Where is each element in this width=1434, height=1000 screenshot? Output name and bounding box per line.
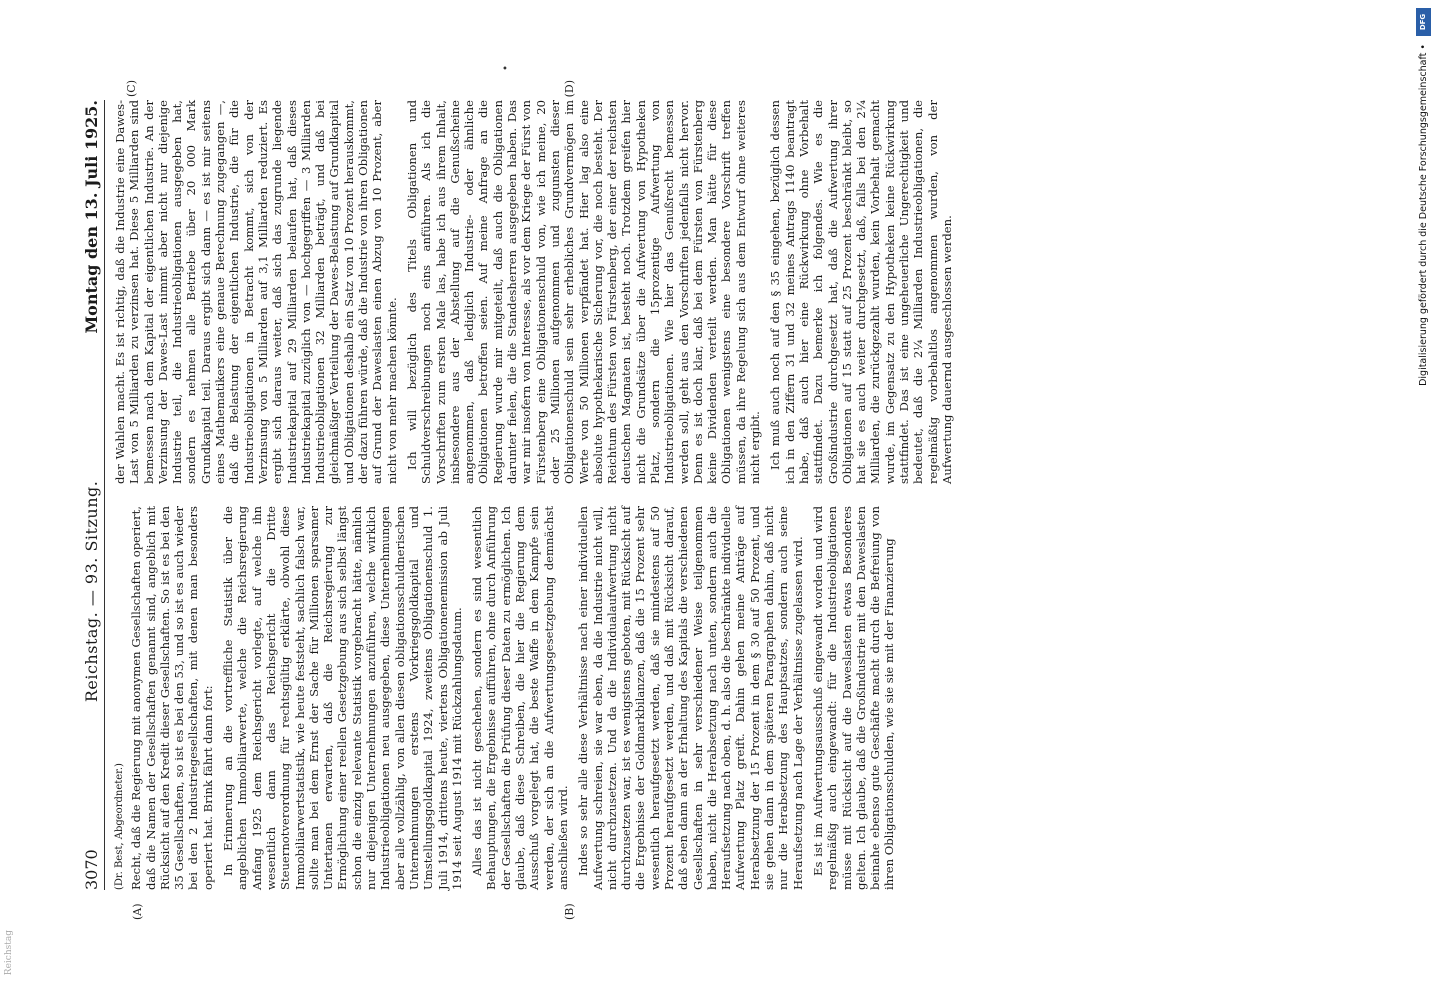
credit-text: Digitalisierung gefördert durch die Deutsche Forschungsgemeinschaft • xyxy=(1418,44,1429,386)
dfg-logo-text: DFG xyxy=(1419,13,1428,31)
margin-marker-c: (C) xyxy=(125,80,138,97)
speaker-note: (Dr. Best, Abgeordneter.) xyxy=(114,763,125,890)
text-columns xyxy=(113,80,960,920)
paragraph: Es ist im Aufwertungsausschuß eingewandt worden und wird regelmäßig auch eingewandt: für die Industrieobligationen müsse mit Rücksicht auf die Daweslasten etwas Besonderes gelten. Ich glaube, daß die Großindustrie mit den Daweslasten beinahe ebenso gute Geschäfte macht durch die Befreiung von ihren Obligationsschulden, wie sie sie mit der Finanzierung xyxy=(810,506,897,890)
paragraph: Ich muß auch noch auf den § 35 eingehen, bezüglich dessen ich in den Ziffern 31 und 32 meines Antrags 1140 beantragt habe, daß auch hier eine Rückwirkung ohne Vorbehalt stattfindet. Dazu bemerke ich folgendes. Wie es die Großindustrie durchgesetzt hat, daß die Aufwertung ihrer Obligationen auf 15 statt auf 25 Prozent beschränkt bleibt, so hat sie es auch weiter durchgesetzt, daß, falls bei den 2¼ Milliarden, die zurückgezahlt wurden, kein Vorbehalt gemacht wurde, im Gegensatz zu den Hypotheken keine Rückwirkung stattfindet. Das ist eine ungeheuerliche Ungerechtigkeit und bedeutet, daß die 2¼ Milliarden Industrieobligationen, die regelmäßig vorbehaltlos angenommen wurden, von der Aufwertung dauernd ausgeschlossen werden. xyxy=(768,100,954,484)
paragraph: Recht, daß die Regierung mit anonymen Gesellschaften operiert, daß die Namen der Gesellschaften genannt sind, angeblich mit Rücksicht auf den Kredit dieser Gesellschaften. So ist es bei den 35 Gesellschaften, so ist es bei den 53, und so ist es auch wieder bei den 2 Industriegesellschaften, mit denen man besonders operiert hat. Brink fährt dann fort: xyxy=(129,506,215,890)
header-rule xyxy=(104,100,105,890)
paragraph: Ich will bezüglich des Titels Obligationen und Schuldverschreibungen noch eins anführen. Als ich die Vorschriften zum ersten Male las, habe ich aus ihrem Inhalt, insbesondere aus der Abstellung auf die Genußscheine angenommen, daß lediglich Industrie- oder ähnliche Obligationen betroffen seien. Auf meine Anfrage an die Regierung wurde mir mitgeteilt, daß auch die Obligationen darunter fielen, die die Standesherren ausgegeben haben. Das war mir insofern von Interesse, als vor dem Kriege der Fürst von Fürstenberg eine Obligationenschuld von, wie ich meine, 20 oder 25 Millionen aufgenommen und zugunsten dieser Obligationenschuld sein sehr erhebliches Grundvermögen im Werte von 50 Millionen verpfändet hat. Hier lag also eine absolute hypothekarische Sicherung vor, die noch besteht. Der Reichtum des Fürsten von Fürstenberg, der einer der reichsten deutschen Magnaten ist, besteht noch. Trotzdem greifen hier nicht die Grundsätze über die Aufwertung von Hypotheken Platz, sondern die 15prozentige Aufwertung von Industrieobligationen. Wie hier das Genußrecht bemessen werden soll, geht aus den Vorschriften jedenfalls nicht hervor. Denn es ist doch klar, daß bei dem Fürsten von Fürstenberg keine Dividenden verteilt werden. Man hätte für diese Obligationen wenigstens eine besondere Vorschrift treffen müssen, da ihre Regelung sich aus dem Entwurf ohne weiteres nicht ergibt. xyxy=(404,100,763,484)
column-left xyxy=(113,506,960,920)
page-number: 3070 xyxy=(82,849,101,890)
print-speck: • xyxy=(502,64,508,75)
paragraph: Alles das ist nicht geschehen, sondern es sind wesentlich Behauptungen, die Ergebnisse aufführen, ohne durch Anführung der Gesellschaften die Prüfung dieser Daten zu ermöglichen. Ich glaube, daß diese Schreiben, die hier die Regierung dem Ausschuß vorgelegt hat, die beste Waffe in dem Kampfe sein werden, der sich an die Aufwertungsgesetzgebung demnächst anschließen wird. xyxy=(470,506,570,890)
session-date: Montag den 13. Juli 1925. xyxy=(82,100,101,334)
margin-marker-d: (D) xyxy=(563,80,576,98)
paragraph: der Wahlen macht. Es ist richtig, daß die Industrie eine Dawes-Last von 5 Milliarden zu verzinsen hat. Diese 5 Milliarden sind bemessen nach dem Kapital der eigentlichen Industrie. An der Verzinsung der Dawes-Last nimmt aber nicht nur diejenige Industrie teil, die Industrieobligationen ausgegeben hat, sondern es nehmen alle Betriebe über 20 000 Mark Grundkapital teil. Daraus ergibt sich dann — es ist mir seitens eines Mathematikers eine genaue Berechnung zugegangen —, daß die Belastung der eigentlichen Industrie, die für die Industrieobligationen in Betracht kommt, sich von der Verzinsung von 5 Milliarden auf 3,1 Milliarden reduziert. Es ergibt sich daraus weiter, daß sich das zugrunde liegende Industriekapital auf 29 Milliarden belaufen hat, daß dieses Industriekapital zuzüglich von — hochgegriffen — 3 Milliarden Industrieobligationen 32 Milliarden beträgt, und daß bei gleichmäßiger Verteilung der Dawes-Belastung auf Grundkapital und Obligationen deshalb ein Satz von 10 Prozent herauskommt, der dazu führen würde, daß die Industrie von ihren Obligationen auf Grund der Daweslasten einen Abzug von 10 Prozent, aber nicht von mehr machen könnte. xyxy=(113,100,399,484)
digitization-credit xyxy=(1416,8,1432,788)
session-title: Reichstag. — 93. Sitzung. xyxy=(82,480,101,703)
paragraph: Indes so sehr alle diese Verhältnisse nach einer individuellen Aufwertung schreien, sie war eben, da die Industrie nicht will, nicht durchzusetzen. Und da die Individualaufwertung nicht durchzusetzen war, ist es wenigstens geboten, mit Rücksicht auf die Ergebnisse der Goldmarkbilanzen, daß die 15 Prozent sehr wesentlich heraufgesetzt werden, daß sie mindestens auf 50 Prozent heraufgesetzt werden, und daß mit Rücksicht darauf, daß eben dann an der Erhaltung des Kapitals die verschiedenen Gesellschaften in sehr verschiedener Weise teilgenommen haben, nicht die Herabsetzung nach unten, sondern auch die Heraufsetzung nach oben, d. h. also die beschränkte individuelle Aufwertung Platz greift. Dahin gehen meine Anträge auf Herabsetzung der 15 Prozent in dem § 30 auf 50 Prozent, und sie gehen dann in dem späteren Paragraphen dahin, daß nicht nur die Herabsetzung des Hauptsatzes, sondern auch seine Heraufsetzung nach Lage der Verhältnisse zugelassen wird. xyxy=(576,506,805,890)
document-page xyxy=(70,80,1310,940)
margin-marker-b: (B) xyxy=(563,903,576,920)
dfg-logo-icon xyxy=(1416,8,1431,36)
paragraph: In Erinnerung an die vortreffliche Statistik über die angeblichen Immobiliarwerte, welche die Reichsregierung Anfang 1925 dem Reichsgericht vorlegte, auf welche ihn wesentlich dann das Reichsgericht die Dritte Steuernotverordnung für rechtsgültig erklärte, obwohl diese Immobiliarwertstatistik, wie heute feststeht, sachlich falsch war, sollte man bei dem Ernst der Sache für Millionen sparsamer Untertanen erwarten, daß die Reichsregierung zur Ermöglichung einer reellen Gesetzgebung aus sich selbst längst schon die einzig relevante Statistik vorgebracht hätte, nämlich nur diejenigen Unternehmungen anzuführen, welche wirklich Industrieobligationen neu ausgegeben, diese Unternehmungen aber alle vollzählig, von allen diesen obligationsschuldnerischen Unternehmungen erstens Vorkriegsgoldkapital und Umstellungsgoldkapital 1924, zweitens Obligationenschuld 1. Juli 1914, drittens heute, viertens Obligationenemission ab Juli 1914 seit August 1914 mit Rückzahlungsdatum. xyxy=(221,506,464,890)
margin-marker-a: (A) xyxy=(131,903,144,920)
page-header xyxy=(82,100,104,890)
margin-stamp: Reichstag xyxy=(4,930,14,976)
column-right xyxy=(113,80,960,484)
